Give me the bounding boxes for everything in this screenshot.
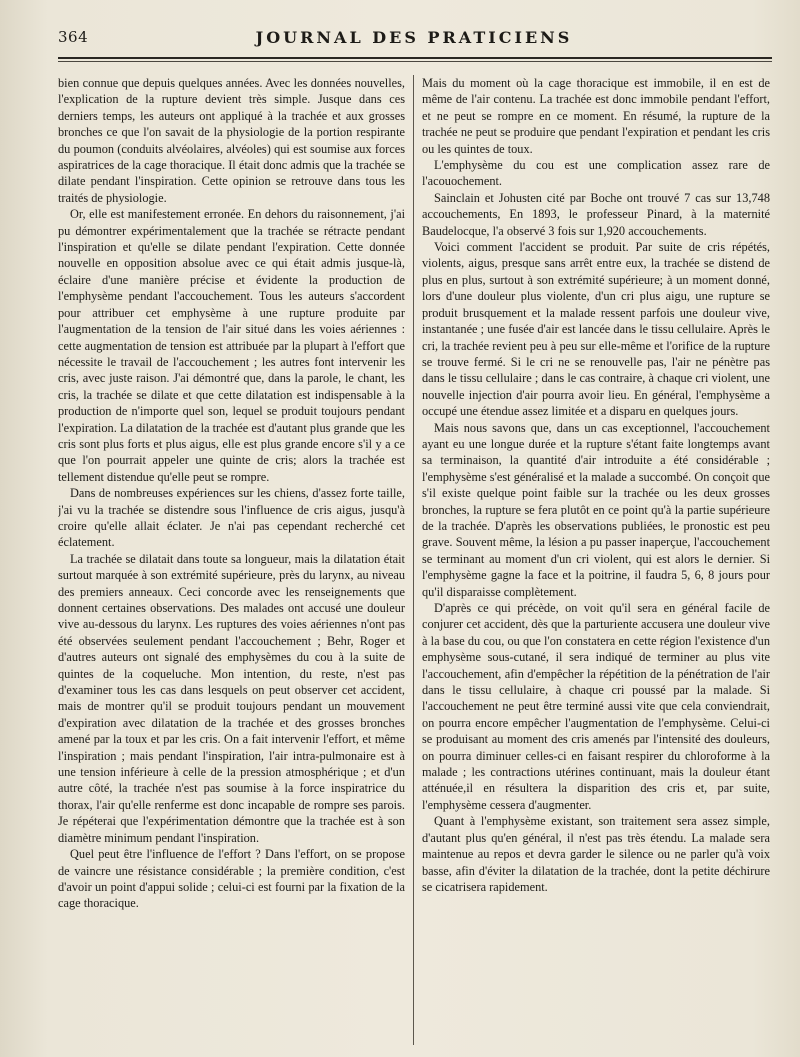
page-number: 364: [58, 28, 89, 46]
paragraph: Sainclain et Johusten cité par Boche ont trouvé 7 cas sur 13,748 accouchements, En 1893, le professeur Pinard, à la maternité Baudelocque, l'a observé 3 fois sur 1,920 accouchements.: [422, 190, 770, 238]
paragraph: Or, elle est manifestement erronée. En dehors du raisonnement, j'ai pu démontrer expérimentalement que la trachée se rétracte pendant l'inspiration et qu'elle se dilate pendant l'expiration. Cette donnée nouvelle en opposition absolue avec ce qui était admis jusque-là, éclaire d'une manière précise et évidente la production de l'emphysème pendant l'accouchement. Tous les auteurs s'accordent pour attribuer cet emphysème à une rupture produite par l'augmentation de la tension de l'air situé dans les voies aériennes : cette augmentation de tension est attribuée par la plupart à l'effort que nécessite le travail de l'accouchement ; les autres font intervenir les cris, avec juste raison. J'ai démontré que, dans la parole, le chant, les cris, la trachée se dilate et que cette dilatation est indispensable à la production de n'importe quel son, lequel se produit toujours pendant l'expiration. La dilatation de la trachée est d'autant plus grande que les cris sont plus forts et plus aigus, elle est plus grande encore s'il y a ce que l'on pourrait appeler une quinte de cris; alors la trachée est tellement distendue qu'elle peut se rompre.: [58, 207, 405, 484]
paragraph: Quel peut être l'influence de l'effort ? Dans l'effort, on se propose de vaincre une résistance considérable ; la première condition, c'est d'avoir un point d'appui solide ; celui-ci est fourni par la fixation de la cage thoracique.: [58, 847, 405, 911]
paragraph: bien connue que depuis quelques années. Avec les données nouvelles, l'explication de la rupture devient très simple. Jusque dans ces derniers temps, les auteurs ont appliqué à la trachée et aux grosses bronches ce que l'on savait de la physiologie de la portion respirante du poumon (conduits alvéolaires, alvéoles) qui est soumise aux forces aspiratrices de la cage thoracique. Il était donc admis que la trachée se dilate pendant l'inspiration. Cette opinion se retrouve dans tous les traités de physiologie.: [58, 76, 405, 205]
paragraph: Mais du moment où la cage thoracique est immobile, il en est de même de l'air contenu. La trachée est donc immobile pendant l'effort, et ne peut se rompre en ce moment. En résumé, la rupture de la trachée ne peut se produire que pendant l'expiration et pendant les cris ou les quintes de toux.: [422, 76, 770, 156]
header-rule-thin: [58, 61, 772, 62]
paragraph: Voici comment l'accident se produit. Par suite de cris répétés, violents, aigus, presque sans arrêt entre eux, la trachée se distend de plus en plus, surtout à son extrémité supérieure; à un moment donné, lors d'une douleur plus violente, d'un cri plus aigu, une rupture se produit brusquement et la malade ressent parfois une douleur vive, instantanée ; une fusée d'air est lancée dans le tissu cellulaire. Après le cri, la trachée revient peu à peu sur elle-même et l'orifice de la rupture se trouve fermé. Si le cri ne se renouvelle pas, l'air ne pénètre pas dans le tissu cellulaire ; dans le cas contraire, à chaque cri violent, une nouvelle injection d'air pourra avoir lieu. En général, l'emphysème a occupé une étendue assez limitée et a disparu en quelques jours.: [422, 240, 770, 419]
paragraph: La trachée se dilatait dans toute sa longueur, mais la dilatation était surtout marquée à son extrémité supérieure, près du larynx, au niveau des premiers anneaux. Ceci concorde avec les renseignements que donnent certaines observations. Des malades ont accusé une douleur vive au-dessous du larynx. Les ruptures des voies aériennes n'ont pas été observées seulement pendant l'accouchement ; Behr, Roger et d'autres auteurs ont signalé des emphysèmes du cou à la suite de quintes de la coqueluche. Mon intention, du reste, n'est pas d'examiner tous les cas dans lesquels on peut observer cet accident, mais de montrer qu'il se produit toujours pendant un mouvement d'expiration avec dilatation de la trachée et des grosses bronches amené par la toux et par les cris. On a fait intervenir l'effort, et même l'inspiration ; mais pendant l'inspiration, l'air intra-pulmonaire est à une tension inférieure à celle de la pression atmosphérique ; et d'un autre côté, la trachée n'est pas soumise à la force inspiratrice du thorax, l'air qu'elle renferme est donc incapable de rompre ses parois. Je répéterai que l'expérimentation démontre que la trachée est à son diamètre minimum pendant l'inspiration.: [58, 551, 405, 845]
right-column: [414, 75, 770, 1045]
header-rule: [58, 57, 772, 59]
paragraph: L'emphysème du cou est une complication assez rare de l'acouochement.: [422, 158, 770, 189]
running-title: JOURNAL DES PRATICIENS: [255, 28, 573, 47]
paragraph: Quant à l'emphysème existant, son traitement sera assez simple, d'autant plus qu'en général, il n'est pas très étendu. La malade sera maintenue au repos et devra garder le silence ou ne parler qu'à voix basse, afin d'éviter la dilatation de la trachée, dont la petite déchirure se cicatrisera rapidement.: [422, 814, 770, 894]
paragraph: Mais nous savons que, dans un cas exceptionnel, l'accouchement ayant eu une longue durée et la rupture s'étant faite longtemps avant sa terminaison, la quantité d'air introduite a été considérable ; l'emphysème s'est généralisé et la malade a succombé. On conçoit que s'il existe quelque point faible sur la trachée ou les deux grosses bronches, la rupture se fera plutôt en ce point qu'à la partie supérieure de la trachée. D'après les observations publiées, le pronostic est peu grave. Souvent même, la lésion a pu passer inaperçue, l'accouchement se terminant au moment d'un cri violent, qui est alors le dernier. Si l'emphysème gagne la face et la poitrine, il faudra 5, 6, 8 jours pour qu'il disparaisse complètement.: [422, 420, 770, 599]
paragraph: Dans de nombreuses expériences sur les chiens, d'assez forte taille, j'ai vu la trachée se distendre sous l'influence de cris aigus, jusqu'à croire qu'elle allait éclater. Je n'ai pas cependant recherché cet éclatement.: [58, 486, 405, 550]
paragraph: D'après ce qui précède, on voit qu'il sera en général facile de conjurer cet accident, dès que la parturiente accusera une douleur vive à la base du cou, ou que l'on constatera en cette région l'existence d'un emphysème sous-cutané, il sera indiqué de terminer au plus vite l'accouchement, afin d'empêcher la répétition de la pénétration de l'air dans le tissu cellulaire, à chaque cri poussé par la malade. Si l'accouchement ne peut être terminé aussi vite que cela conviendrait, on pourra encore empêcher l'augmentation de l'emphysème. Celui-ci se produisant au moment des cris amenés par l'intensité des douleurs, on pourra diminuer celles-ci en faisant respirer du chloroforme à la malade ; les contractions utérines continuant, mais la douleur étant atténuée,il en résultera la disparition des cris et, par suite, l'emphysème cessera d'augmenter.: [422, 601, 770, 812]
page-header: [58, 28, 770, 52]
text-columns: [58, 75, 770, 1045]
left-column: [58, 75, 414, 1045]
